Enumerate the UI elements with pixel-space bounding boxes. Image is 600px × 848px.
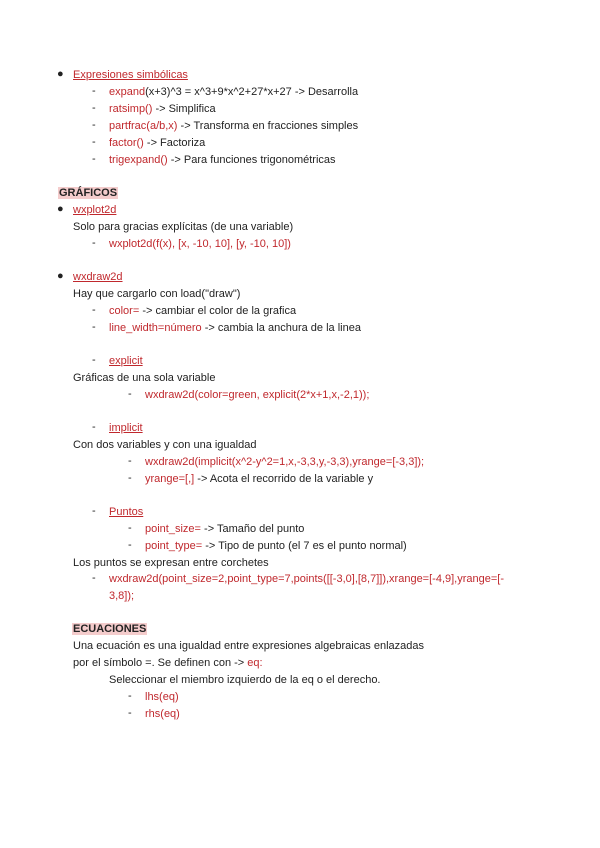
puntos-example-line2: 3,8]);	[109, 590, 135, 602]
list-item	[109, 304, 296, 318]
list-item	[109, 321, 361, 335]
code: expand	[109, 86, 146, 98]
lhs-item: lhs(eq)	[145, 691, 179, 703]
desc: (x+3)^3 = x^3+9*x^2+27*x+27 -> Desarrolla	[145, 86, 359, 98]
dash-icon: -	[92, 85, 96, 97]
dash-icon: -	[128, 472, 132, 484]
desc: -> Factoriza	[143, 137, 206, 149]
dash-icon: -	[92, 153, 96, 165]
list-item	[109, 85, 358, 99]
desc: -> Tipo de punto (el 7 es el punto normal)	[202, 540, 407, 552]
list-item	[109, 119, 358, 133]
dash-icon: -	[128, 388, 132, 400]
dash-icon: -	[92, 237, 96, 249]
dash-icon: -	[92, 421, 96, 433]
code: factor()	[109, 137, 144, 149]
code: point_type=	[145, 540, 203, 552]
code: color=	[109, 305, 140, 317]
code: partfrac(a/b,x)	[109, 120, 178, 132]
list-item	[109, 136, 205, 150]
implicit-example: wxdraw2d(implicit(x^2-y^2=1,x,-3,3,y,-3,3),yrange=[-3,3]);	[145, 456, 425, 468]
dash-icon: -	[92, 505, 96, 517]
dash-icon: -	[92, 102, 96, 114]
dash-icon: -	[128, 522, 132, 534]
code: line_width=número	[109, 322, 202, 334]
text: por el símbolo =. Se definen con ->	[73, 657, 248, 669]
ecuaciones-line2	[73, 656, 263, 670]
ecuaciones-line3: Seleccionar el miembro izquierdo de la eq o el derecho.	[109, 674, 381, 686]
code: point_size=	[145, 523, 201, 535]
desc: -> Para funciones trigonométricas	[167, 154, 336, 166]
list-item	[145, 472, 373, 486]
code: eq:	[247, 657, 263, 669]
puntos-example-line1: wxdraw2d(point_size=2,point_type=7,points([[-3,0],[8,7]]),xrange=[-4,9],yrange=[-	[109, 573, 505, 585]
wxdraw2d-title[interactable]: wxdraw2d	[73, 271, 123, 283]
desc: -> cambiar el color de la grafica	[139, 305, 297, 317]
wxplot2d-desc: Solo para gracias explícitas (de una variable)	[73, 221, 294, 233]
dash-icon: -	[92, 136, 96, 148]
rhs-item: rhs(eq)	[145, 708, 180, 720]
puntos-title[interactable]: Puntos	[109, 506, 144, 518]
dash-icon: -	[128, 539, 132, 551]
dash-icon: -	[92, 572, 96, 584]
desc: -> Tamaño del punto	[200, 523, 305, 535]
desc: -> cambia la anchura de la linea	[201, 322, 361, 334]
heading-text: ECUACIONES	[73, 623, 147, 635]
puntos-desc: Los puntos se expresan entre corchetes	[73, 557, 269, 569]
heading-text: GRÁFICOS	[59, 187, 118, 199]
dash-icon: -	[92, 354, 96, 366]
bullet-icon: ●	[57, 270, 64, 282]
dash-icon: -	[128, 707, 132, 719]
code: trigexpand()	[109, 154, 168, 166]
explicit-desc: Gráficas de una sola variable	[73, 372, 216, 384]
section-heading-graficos	[58, 186, 118, 200]
dash-icon: -	[92, 119, 96, 131]
section-heading-ecuaciones	[72, 622, 147, 636]
explicit-title[interactable]: explicit	[109, 355, 143, 367]
list-item	[145, 522, 304, 536]
desc: -> Transforma en fracciones simples	[177, 120, 359, 132]
implicit-desc: Con dos variables y con una igualdad	[73, 439, 257, 451]
dash-icon: -	[92, 321, 96, 333]
wxplot2d-title[interactable]: wxplot2d	[73, 204, 117, 216]
desc: -> Acota el recorrido de la variable y	[194, 473, 374, 485]
desc: -> Simplifica	[152, 103, 216, 115]
code: yrange=[,]	[145, 473, 195, 485]
bullet-icon: ●	[57, 203, 64, 215]
list-item	[145, 539, 407, 553]
explicit-example: wxdraw2d(color=green, explicit(2*x+1,x,-2,1));	[145, 389, 370, 401]
wxdraw2d-desc: Hay que cargarlo con load("draw")	[73, 288, 241, 300]
bullet-icon: ●	[57, 68, 64, 80]
list-item	[109, 102, 216, 116]
dash-icon: -	[128, 690, 132, 702]
dash-icon: -	[92, 304, 96, 316]
code: ratsimp()	[109, 103, 153, 115]
implicit-title[interactable]: implicit	[109, 422, 143, 434]
ecuaciones-line1: Una ecuación es una igualdad entre expresiones algebraicas enlazadas	[73, 640, 425, 652]
dash-icon: -	[128, 455, 132, 467]
list-item	[109, 153, 336, 167]
section-title-expresiones[interactable]: Expresiones simbólicas	[73, 69, 188, 81]
wxplot2d-example: wxplot2d(f(x), [x, -10, 10], [y, -10, 10])	[109, 238, 291, 250]
